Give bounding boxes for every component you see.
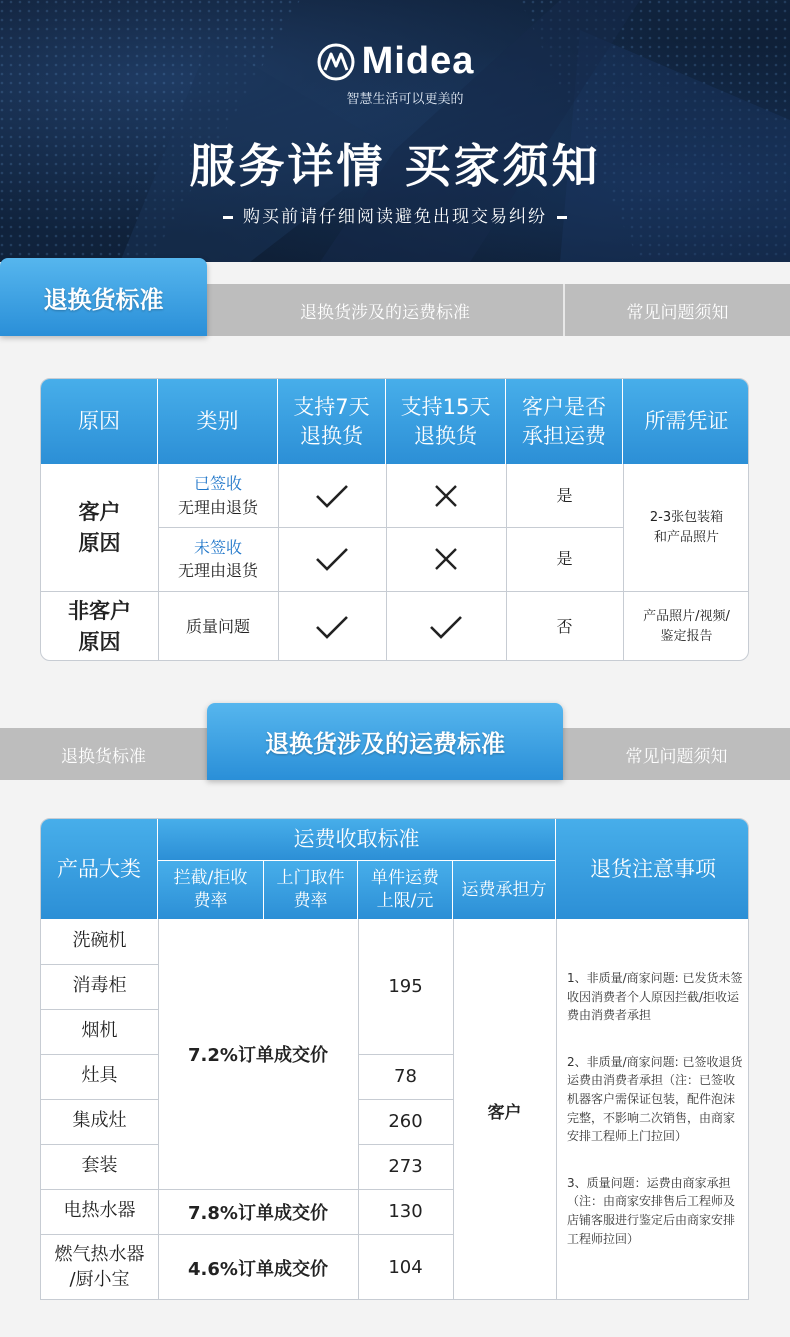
type-no-reason: 无理由退货 (177, 497, 258, 517)
brand-name: Midea (361, 40, 475, 82)
type-no-reason-2: 无理由退货 (177, 561, 258, 580)
product-stove: 灶具 (81, 1065, 118, 1087)
brand-block (0, 40, 790, 107)
return-standard-table (40, 378, 749, 661)
fee-no: 否 (556, 616, 573, 636)
limit-273: 273 (388, 1156, 423, 1177)
page-title: 服务详情 买家须知 (189, 139, 601, 193)
reason-customer: 客户 原因 (78, 500, 121, 555)
tab-shipping-standard-active[interactable]: 退换货涉及的运费标准 (207, 703, 563, 780)
product-set: 套装 (81, 1155, 118, 1177)
cross-icon (386, 527, 506, 591)
th-evidence: 所需凭证 (623, 379, 749, 464)
cross-icon (386, 464, 506, 527)
th-7days: 支持7天 退换货 (278, 379, 386, 464)
evidence-photos-video-report: 产品照片/视频/ 鉴定报告 (643, 609, 730, 644)
fee-yes-2: 是 (556, 549, 573, 569)
page-subtitle (0, 202, 790, 227)
midea-logo (316, 40, 475, 83)
row-signed (158, 464, 278, 527)
brand-slogan: 智慧生活可以更美的 (346, 91, 464, 107)
th-fee-standard: 运费收取标准 (158, 819, 556, 861)
th-pickup-rate: 上门取件 费率 (264, 861, 358, 919)
product-integrated-stove: 集成灶 (72, 1110, 127, 1132)
check-icon (278, 464, 386, 527)
check-icon (278, 527, 386, 591)
rate-7-2: 7.2%订单成交价 (188, 1045, 328, 1066)
rate-4-6: 4.6%订单成交价 (188, 1258, 328, 1280)
th-15days: 支持15天 退换货 (386, 379, 506, 464)
product-gas-water-heater: 燃气热水器 /厨小宝 (54, 1244, 145, 1290)
th-product-category: 产品大类 (41, 819, 158, 919)
product-range-hood: 烟机 (81, 1020, 118, 1042)
evidence-packaging-photos: 2-3张包装箱 和产品照片 (649, 510, 724, 545)
limit-195: 195 (388, 976, 423, 997)
th-return-notes: 退货注意事项 (556, 819, 749, 919)
th-fee-payer: 运费承担方 (453, 861, 556, 919)
tab-return-standard-active[interactable]: 退换货标准 (0, 258, 207, 336)
tab-shipping-standard[interactable]: 退换货涉及的运费标准 (207, 284, 563, 336)
th-intercept-rate: 拦截/拒收 费率 (158, 861, 264, 919)
tab-return-standard[interactable]: 退换货标准 (0, 728, 207, 780)
th-fee-limit: 单件运费 上限/元 (358, 861, 453, 919)
status-unsigned: 未签收 (193, 537, 242, 557)
fee-yes-1: 是 (556, 485, 573, 505)
limit-130: 130 (388, 1201, 423, 1222)
dash-left (223, 216, 233, 219)
shipping-fee-table (40, 818, 749, 1300)
th-reason: 原因 (41, 379, 158, 464)
th-category: 类别 (158, 379, 278, 464)
row-unsigned (158, 527, 278, 591)
tab-faq-2[interactable]: 常见问题须知 (563, 728, 790, 780)
return-notes (557, 969, 749, 1248)
limit-78: 78 (394, 1066, 417, 1087)
status-signed: 已签收 (193, 474, 242, 494)
reason-non-customer: 非客户 原因 (68, 599, 131, 654)
hero-banner (0, 0, 790, 262)
check-icon (386, 591, 506, 661)
th-fee-payer: 客户是否 承担运费 (506, 379, 623, 464)
product-sterilizer: 消毒柜 (72, 975, 127, 997)
page-subtitle-text: 购买前请仔细阅读避免出现交易纠纷 (243, 207, 547, 227)
product-dishwasher: 洗碗机 (72, 930, 127, 952)
limit-104: 104 (388, 1257, 423, 1278)
rate-7-8: 7.8%订单成交价 (188, 1202, 328, 1224)
note-3: 3、质量问题：运费由商家承担（注：由商家安排售后工程师及店铺客服进行鉴定后由商家安排工程师拉回） (567, 1175, 736, 1246)
midea-logo-icon (316, 42, 356, 82)
type-quality: 质量问题 (185, 616, 250, 636)
limit-260: 260 (388, 1111, 423, 1132)
product-electric-water-heater: 电热水器 (63, 1200, 136, 1222)
note-2: 2、非质量/商家问题: 已签收退货运费由消费者承担（注：已签收机器客户需保证包装，配件泡沫完整，不影响二次销售，由商家安排工程师上门拉回） (567, 1054, 743, 1144)
note-1: 1、非质量/商家问题: 已发货未签收因消费者个人原因拦截/拒收运费由消费者承担 (567, 971, 743, 1023)
dash-right (557, 216, 567, 219)
tab-faq[interactable]: 常见问题须知 (563, 284, 790, 336)
payer-customer: 客户 (487, 1102, 522, 1123)
check-icon (278, 591, 386, 661)
